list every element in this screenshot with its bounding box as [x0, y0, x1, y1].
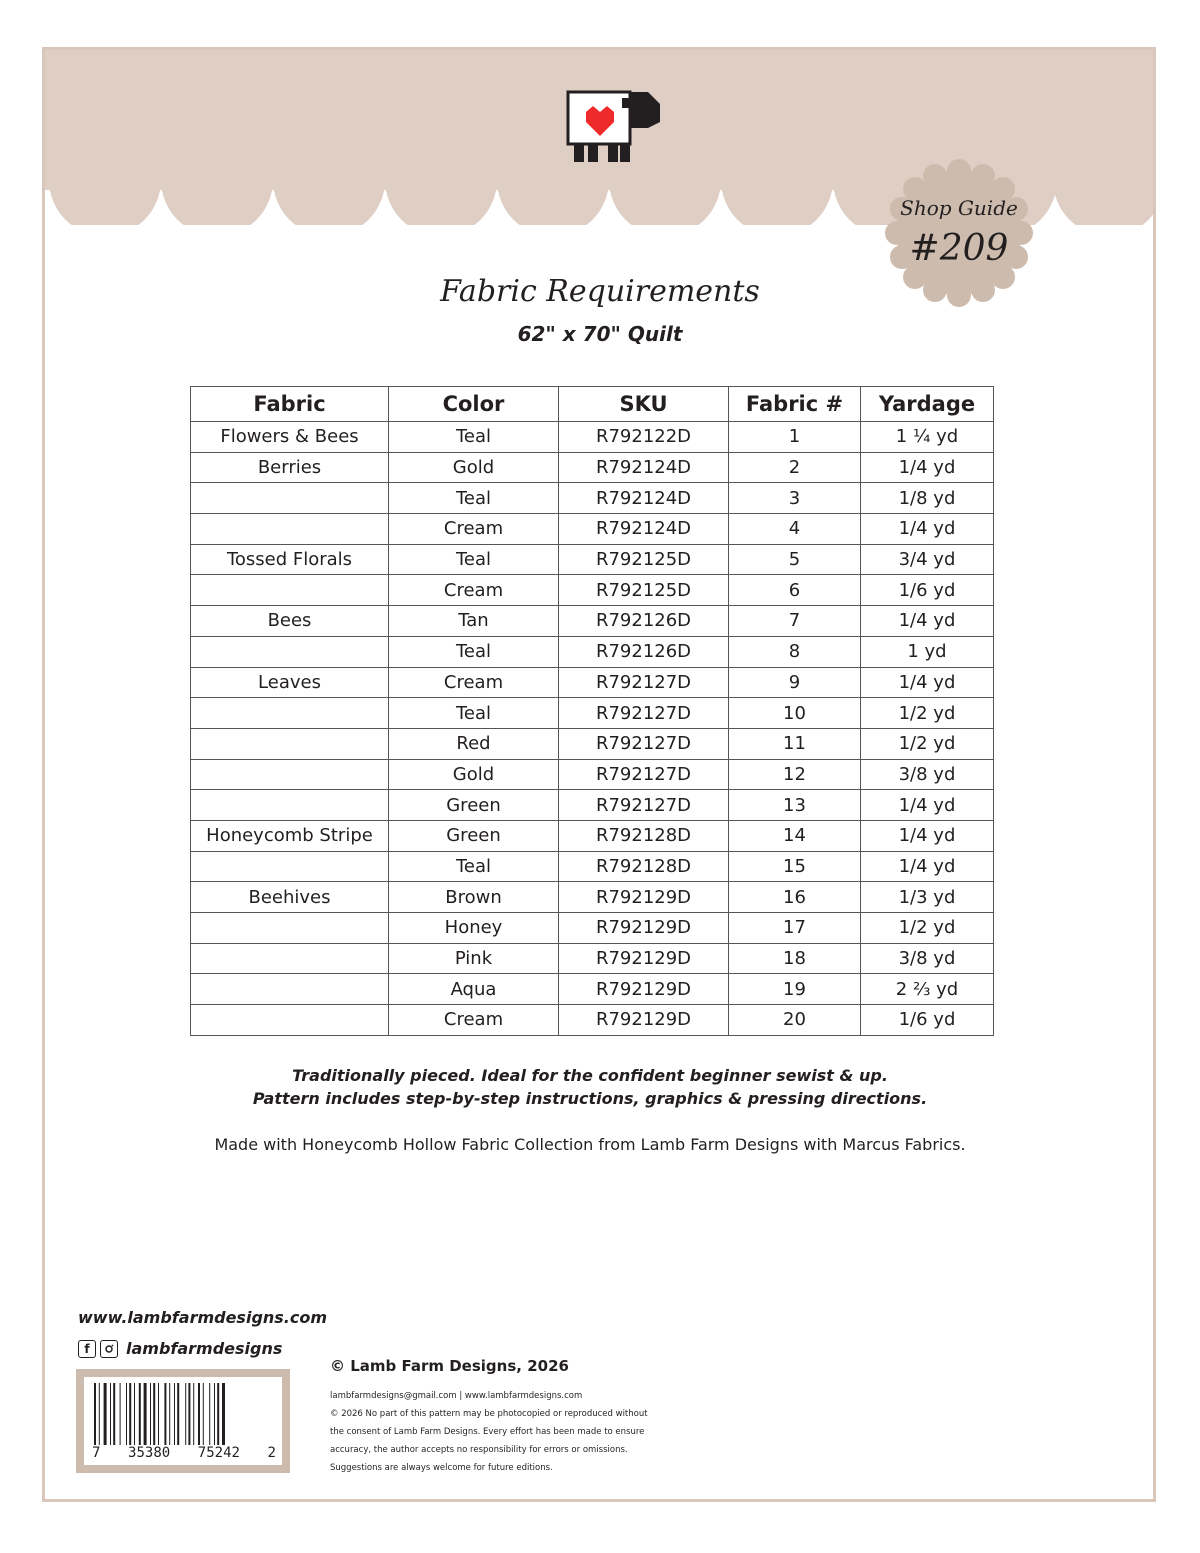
cell-fabric — [191, 636, 389, 667]
table-row — [191, 698, 994, 729]
cell-fabric-number: 13 — [729, 790, 861, 821]
cell-color: Cream — [389, 1005, 559, 1036]
cell-fabric-number: 5 — [729, 544, 861, 575]
table-row — [191, 606, 994, 637]
cell-color: Gold — [389, 452, 559, 483]
cell-yardage: 1/2 yd — [861, 698, 994, 729]
sheep-logo-icon — [560, 86, 670, 166]
cell-fabric — [191, 943, 389, 974]
table-row — [191, 544, 994, 575]
cell-fabric-number: 18 — [729, 943, 861, 974]
cell-yardage: 1/4 yd — [861, 514, 994, 545]
cell-sku: R792127D — [559, 728, 729, 759]
cell-color: Tan — [389, 606, 559, 637]
barcode-digit-group: 2 — [267, 1445, 276, 1461]
cell-sku: R792127D — [559, 759, 729, 790]
fine-print-line: accuracy, the author accepts no responsibility for errors or omissions. — [330, 1445, 628, 1455]
quilt-size: 62" x 70" Quilt — [517, 322, 683, 346]
table-row — [191, 882, 994, 913]
cell-fabric-number: 1 — [729, 422, 861, 453]
barcode-digit-group: 75242 — [197, 1445, 240, 1461]
cell-sku: R792127D — [559, 667, 729, 698]
table-body — [191, 422, 994, 1036]
table-row — [191, 1005, 994, 1036]
cell-color: Honey — [389, 913, 559, 944]
cell-fabric-number: 14 — [729, 820, 861, 851]
table-row — [191, 790, 994, 821]
cell-sku: R792129D — [559, 1005, 729, 1036]
barcode — [76, 1369, 290, 1473]
table-row — [191, 422, 994, 453]
cell-sku: R792129D — [559, 943, 729, 974]
cell-fabric — [191, 759, 389, 790]
cell-fabric — [191, 728, 389, 759]
cell-color: Gold — [389, 759, 559, 790]
table-row — [191, 452, 994, 483]
cell-fabric-number: 2 — [729, 452, 861, 483]
cell-sku: R792122D — [559, 422, 729, 453]
cell-yardage: 1/3 yd — [861, 882, 994, 913]
cell-fabric — [191, 514, 389, 545]
barcode-digit-group: 35380 — [128, 1445, 171, 1461]
cell-fabric: Beehives — [191, 882, 389, 913]
cell-sku: R792129D — [559, 974, 729, 1005]
fine-print-line: © 2026 No part of this pattern may be photocopied or reproduced without — [330, 1409, 648, 1419]
cell-yardage: 2 ⅔ yd — [861, 974, 994, 1005]
table-row — [191, 913, 994, 944]
table-row — [191, 974, 994, 1005]
cell-fabric: Bees — [191, 606, 389, 637]
barcode-digits — [92, 1445, 276, 1461]
cell-fabric-number: 9 — [729, 667, 861, 698]
facebook-icon[interactable]: f — [78, 1340, 96, 1358]
cell-color: Brown — [389, 882, 559, 913]
cell-color: Teal — [389, 851, 559, 882]
cell-yardage: 1 yd — [861, 636, 994, 667]
cell-yardage: 1/4 yd — [861, 790, 994, 821]
cell-fabric — [191, 790, 389, 821]
cell-fabric-number: 8 — [729, 636, 861, 667]
table-header-row — [191, 387, 994, 422]
cell-fabric-number: 16 — [729, 882, 861, 913]
cell-yardage: 1/6 yd — [861, 1005, 994, 1036]
table-row — [191, 514, 994, 545]
cell-color: Cream — [389, 514, 559, 545]
cell-color: Teal — [389, 698, 559, 729]
cell-color: Teal — [389, 422, 559, 453]
table-row — [191, 759, 994, 790]
cell-yardage: 3/8 yd — [861, 759, 994, 790]
table-row — [191, 667, 994, 698]
contact-line: lambfarmdesigns@gmail.com | www.lambfarmdesigns.com — [330, 1391, 583, 1401]
table-row — [191, 483, 994, 514]
cell-fabric — [191, 483, 389, 514]
cell-fabric-number: 17 — [729, 913, 861, 944]
cell-sku: R792125D — [559, 544, 729, 575]
header-fabric: Fabric — [191, 387, 389, 422]
cell-fabric: Honeycomb Stripe — [191, 820, 389, 851]
cell-sku: R792124D — [559, 452, 729, 483]
social-row — [78, 1339, 282, 1358]
cell-yardage: 1/4 yd — [861, 452, 994, 483]
cell-fabric — [191, 1005, 389, 1036]
cell-color: Teal — [389, 636, 559, 667]
cell-yardage: 1/2 yd — [861, 728, 994, 759]
cell-fabric: Berries — [191, 452, 389, 483]
cell-fabric — [191, 575, 389, 606]
cell-yardage: 3/4 yd — [861, 544, 994, 575]
badge-label: Shop Guide — [900, 196, 1018, 220]
table-row — [191, 851, 994, 882]
header-fabric-number: Fabric # — [729, 387, 861, 422]
fabric-requirements-table — [190, 386, 994, 1036]
cell-sku: R792124D — [559, 514, 729, 545]
header-yardage: Yardage — [861, 387, 994, 422]
cell-sku: R792124D — [559, 483, 729, 514]
cell-sku: R792126D — [559, 636, 729, 667]
badge-number: #209 — [909, 228, 1009, 269]
table-row — [191, 728, 994, 759]
cell-color: Teal — [389, 544, 559, 575]
cell-fabric-number: 19 — [729, 974, 861, 1005]
cell-yardage: 1/2 yd — [861, 913, 994, 944]
table-row — [191, 820, 994, 851]
cell-yardage: 1/8 yd — [861, 483, 994, 514]
copyright: © Lamb Farm Designs, 2026 — [330, 1357, 569, 1375]
note-line-2: Pattern includes step-by-step instructions, graphics & pressing directions. — [252, 1089, 928, 1108]
cell-sku: R792125D — [559, 575, 729, 606]
cell-yardage: 3/8 yd — [861, 943, 994, 974]
fine-print — [330, 1387, 670, 1477]
cell-fabric-number: 3 — [729, 483, 861, 514]
cell-color: Cream — [389, 667, 559, 698]
cell-color: Green — [389, 820, 559, 851]
page-title: Fabric Requirements — [440, 274, 760, 309]
barcode-digit-group: 7 — [92, 1445, 101, 1461]
cell-yardage: 1/4 yd — [861, 606, 994, 637]
cell-fabric: Leaves — [191, 667, 389, 698]
cell-fabric — [191, 913, 389, 944]
cell-yardage: 1/4 yd — [861, 667, 994, 698]
header-color: Color — [389, 387, 559, 422]
cell-fabric-number: 6 — [729, 575, 861, 606]
cell-fabric-number: 15 — [729, 851, 861, 882]
cell-sku: R792129D — [559, 882, 729, 913]
cell-fabric — [191, 851, 389, 882]
cell-color: Green — [389, 790, 559, 821]
cell-yardage: 1 ¼ yd — [861, 422, 994, 453]
cell-yardage: 1/6 yd — [861, 575, 994, 606]
cell-fabric — [191, 974, 389, 1005]
fine-print-line: the consent of Lamb Farm Designs. Every effort has been made to ensure — [330, 1427, 645, 1437]
cell-fabric-number: 11 — [729, 728, 861, 759]
cell-fabric-number: 10 — [729, 698, 861, 729]
cell-sku: R792129D — [559, 913, 729, 944]
cell-yardage: 1/4 yd — [861, 820, 994, 851]
instagram-icon[interactable] — [100, 1340, 118, 1358]
cell-color: Teal — [389, 483, 559, 514]
website-link[interactable]: www.lambfarmdesigns.com — [78, 1308, 328, 1327]
cell-yardage: 1/4 yd — [861, 851, 994, 882]
cell-sku: R792128D — [559, 820, 729, 851]
note-line-1: Traditionally pieced. Ideal for the confident beginner sewist & up. — [292, 1066, 888, 1085]
table-row — [191, 575, 994, 606]
cell-fabric-number: 4 — [729, 514, 861, 545]
cell-color: Aqua — [389, 974, 559, 1005]
barcode-icon — [84, 1377, 282, 1447]
cell-sku: R792127D — [559, 698, 729, 729]
cell-fabric: Tossed Florals — [191, 544, 389, 575]
cell-fabric-number: 20 — [729, 1005, 861, 1036]
made-with-text: Made with Honeycomb Hollow Fabric Collection from Lamb Farm Designs with Marcus Fabrics. — [214, 1135, 966, 1154]
cell-fabric: Flowers & Bees — [191, 422, 389, 453]
cell-sku: R792126D — [559, 606, 729, 637]
cell-color: Pink — [389, 943, 559, 974]
cell-sku: R792128D — [559, 851, 729, 882]
cell-fabric-number: 7 — [729, 606, 861, 637]
cell-fabric-number: 12 — [729, 759, 861, 790]
social-handle[interactable]: lambfarmdesigns — [126, 1339, 283, 1358]
cell-color: Cream — [389, 575, 559, 606]
fine-print-line: Suggestions are always welcome for future editions. — [330, 1463, 553, 1473]
cell-color: Red — [389, 728, 559, 759]
cell-fabric — [191, 698, 389, 729]
cell-sku: R792127D — [559, 790, 729, 821]
header-sku: SKU — [559, 387, 729, 422]
table-row — [191, 943, 994, 974]
table-row — [191, 636, 994, 667]
